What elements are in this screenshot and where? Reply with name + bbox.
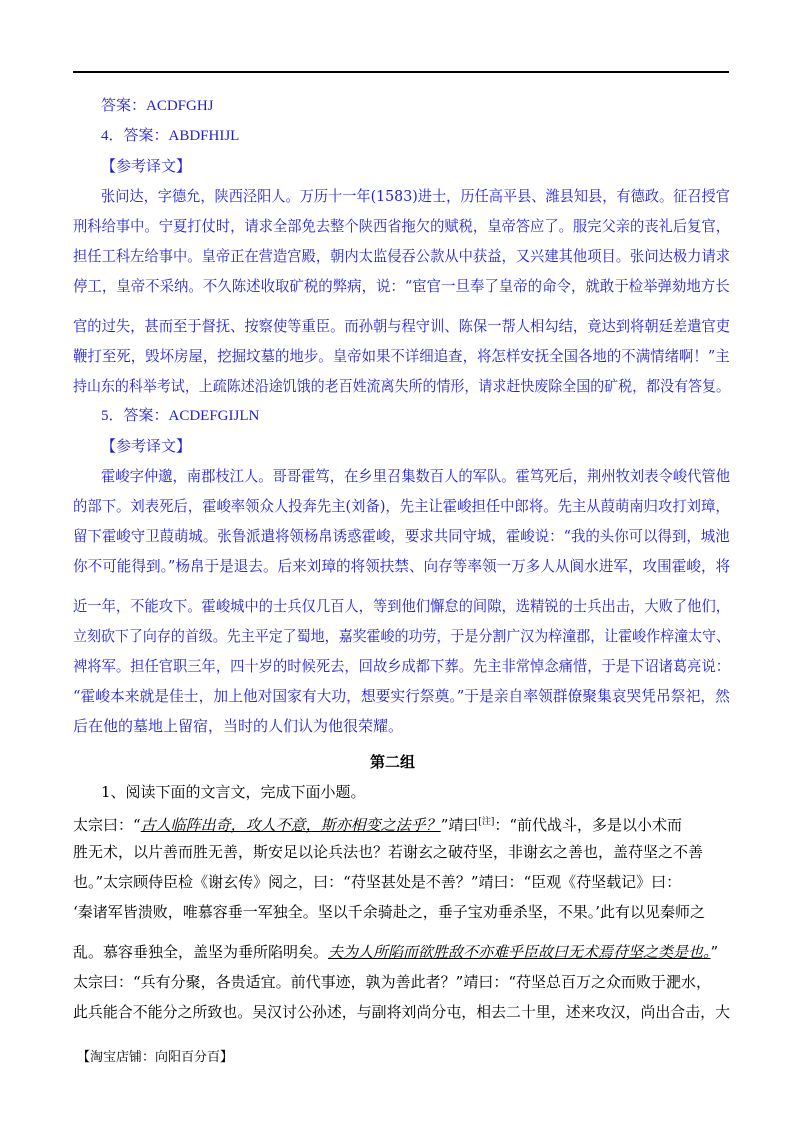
translation-2-line: “霍峻本来就是佳士，加上他对国家有大功，想要实行祭奠。”于是亲自率领群僚聚集哀哭凭吊祭祀，然 xyxy=(73,687,730,705)
passage-text: ” xyxy=(710,943,719,961)
passage-text: ”靖曰 xyxy=(440,816,479,834)
header-rule xyxy=(73,71,729,73)
footnote-marker: [注] xyxy=(478,817,495,827)
section-heading: 第二组 xyxy=(370,753,416,771)
translation-2-line: 你不可能得到。”杨帛于是退去。后来刘璋的将领扶禁、向存等率领一万多人从阆水进军，攻围霍峻，将 xyxy=(73,557,731,575)
translation-2-line: 后在他的墓地上留宿，当时的人们认为他很荣耀。 xyxy=(73,717,404,735)
footer-shop-label: 【淘宝店铺：向阳百分百】 xyxy=(77,1050,234,1065)
translation-1-line: 停工，皇帝不采纳。不久陈述收取矿税的弊病，说：“宦官一旦奉了皇帝的命令，就敢于检举弹劾地方长 xyxy=(73,277,730,295)
translation-2-line: 霍峻字仲邈，南郡枝江人。哥哥霍笃，在乡里召集数百人的军队。霍笃死后，荆州牧刘表令峻代管他 xyxy=(101,467,730,485)
passage-line: 胜无术，以片善而胜无善，斯安足以论兵法也？若谢玄之破苻坚，非谢玄之善也，盖苻坚之不善 xyxy=(73,843,704,861)
translation-2-line: 的部下。刘表死后，霍峻率领众人投奔先主(刘备)，先主让霍峻担任中郎将。先主从葭萌南归攻打刘璋， xyxy=(73,497,730,515)
underlined-sentence: 古人临阵出奇，攻人不意，斯亦相变之法乎？ xyxy=(140,816,441,834)
translation-2-line: 留下霍峻守卫葭萌城。张鲁派遣将领杨帛诱惑霍峻，要求共同守城，霍峻说：“我的头你可以得到，城池 xyxy=(73,527,730,545)
passage-line xyxy=(73,942,718,962)
translation-1-line: 鞭打至死，毁坏房屋，挖掘坟墓的地步。皇帝如果不详细追查，将怎样安抚全国各地的不满情绪啊！”主 xyxy=(73,347,730,365)
passage-text: ：“前代战斗，多是以小术而 xyxy=(494,816,683,834)
translation-1-line: 官的过失，甚而至于督抚、按察使等重臣。而孙朝与程守训、陈保一帮人相勾结，竟达到将朝廷差遣官吏 xyxy=(73,317,731,335)
passage-line: 也。”太宗顾侍臣检《谢玄传》阅之，曰：“苻坚甚处是不善？”靖曰：“臣观《苻坚载记》曰： xyxy=(73,873,682,891)
translation-2-line: 近一年，不能攻下。霍峻城中的士兵仅几百人，等到他们懈怠的间隙，选精锐的士兵出击，大败了他们， xyxy=(73,597,731,615)
question-prompt: 1、阅读下面的文言文，完成下面小题。 xyxy=(101,783,366,801)
translation-1-line: 张问达，字德允，陕西泾阳人。万历十一年(1583)进士，历任高平县、潍县知县，有德政。征召授官 xyxy=(101,187,730,205)
passage-line: 太宗曰：“兵有分聚，各贵适宜。前代事迹，孰为善此者？”靖曰：“苻坚总百万之众而败于淝水， xyxy=(73,973,712,991)
passage-line: 此兵能合不能分之所致也。吴汉讨公孙述，与副将刘尚分屯，相去二十里，述来攻汉，尚出合击，大 xyxy=(73,1003,731,1021)
translation-1-line: 担任工科左给事中。皇帝正在营造宫殿，朝内太监侵吞公款从中获益，又兴建其他项目。张问达极力请求 xyxy=(73,247,731,265)
translation-1-line: 刑科给事中。宁夏打仗时，请求全部免去整个陕西省拖欠的赋税，皇帝答应了。服完父亲的丧礼后复官， xyxy=(73,217,731,235)
passage-text: 乱。慕容垂独全，盖坚为垂所陷明矣。 xyxy=(73,943,329,961)
reference-translation-title-2: 【参考译文】 xyxy=(101,437,192,455)
answer-5: 5．答案：ACDEFGIJLN xyxy=(101,408,260,424)
translation-2-line: 立刻砍下了向存的首级。先主平定了蜀地，嘉奖霍峻的功劳，于是分割广汉为梓潼郡，让霍峻作梓潼太守、 xyxy=(73,627,731,645)
answer-3: 答案：ACDFGHJ xyxy=(101,98,214,114)
passage-line xyxy=(73,812,682,835)
reference-translation-title-1: 【参考译文】 xyxy=(101,157,192,175)
underlined-sentence: 夫为人所陷而欲胜敌不亦难乎臣故曰无术焉苻坚之类是也。 xyxy=(328,943,711,961)
translation-2-line: 裨将军。担任官职三年，四十岁的时候死去，回故乡成都下葬。先主非常悼念痛惜，于是下诏诸葛亮说： xyxy=(73,657,731,675)
translation-1-line: 持山东的科举考试，上疏陈述沿途饥饿的老百姓流离失所的情形，请求赶快废除全国的矿税，都没有答复。 xyxy=(73,377,731,395)
answer-4: 4．答案：ABDFHIJL xyxy=(101,128,240,144)
passage-text: 太宗曰：“ xyxy=(73,816,141,834)
passage-line: ‘秦诸军皆溃败，唯慕容垂一军独全。坚以千余骑赴之，垂子宝劝垂杀坚，不果。’此有以见秦师之 xyxy=(73,903,706,921)
